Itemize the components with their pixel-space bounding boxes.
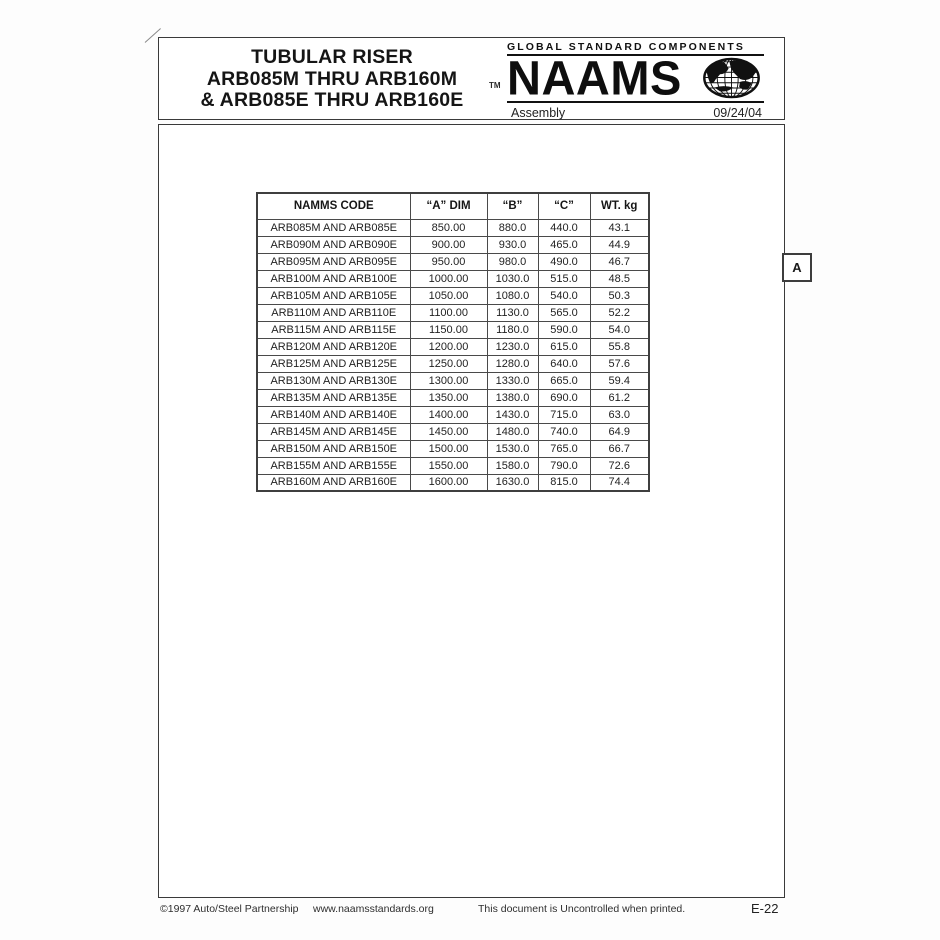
table-header-row bbox=[257, 193, 649, 219]
value-cell: 565.0 bbox=[538, 304, 590, 321]
value-cell: 465.0 bbox=[538, 236, 590, 253]
value-cell: 55.8 bbox=[590, 338, 649, 355]
value-cell: 930.0 bbox=[487, 236, 538, 253]
column-header: NAMMS CODE bbox=[257, 193, 410, 219]
value-cell: 1080.0 bbox=[487, 287, 538, 304]
globe-icon bbox=[701, 56, 762, 100]
code-cell: ARB095M AND ARB095E bbox=[257, 253, 410, 270]
value-cell: 1050.00 bbox=[410, 287, 487, 304]
value-cell: 1500.00 bbox=[410, 440, 487, 457]
code-cell: ARB155M AND ARB155E bbox=[257, 457, 410, 474]
document-body bbox=[158, 124, 785, 898]
value-cell: 440.0 bbox=[538, 219, 590, 236]
code-cell: ARB100M AND ARB100E bbox=[257, 270, 410, 287]
table-row bbox=[257, 406, 649, 423]
value-cell: 1550.00 bbox=[410, 457, 487, 474]
value-cell: 765.0 bbox=[538, 440, 590, 457]
value-cell: 615.0 bbox=[538, 338, 590, 355]
revision-callout-a bbox=[782, 253, 812, 282]
value-cell: 850.00 bbox=[410, 219, 487, 236]
value-cell: 1450.00 bbox=[410, 423, 487, 440]
value-cell: 1580.0 bbox=[487, 457, 538, 474]
document-header bbox=[158, 37, 785, 120]
page-number: E-22 bbox=[751, 901, 779, 916]
code-cell: ARB120M AND ARB120E bbox=[257, 338, 410, 355]
value-cell: 1150.00 bbox=[410, 321, 487, 338]
code-cell: ARB105M AND ARB105E bbox=[257, 287, 410, 304]
table-row bbox=[257, 236, 649, 253]
code-cell: ARB085M AND ARB085E bbox=[257, 219, 410, 236]
code-cell: ARB160M AND ARB160E bbox=[257, 474, 410, 491]
footer-website: www.naamsstandards.org bbox=[313, 903, 434, 915]
brand-row bbox=[507, 50, 764, 105]
value-cell: 665.0 bbox=[538, 372, 590, 389]
table-row bbox=[257, 440, 649, 457]
value-cell: 1600.00 bbox=[410, 474, 487, 491]
brand-tagline: GLOBAL STANDARD COMPONENTS bbox=[507, 41, 764, 56]
title-line-3: & ARB085E THRU ARB160E bbox=[200, 89, 464, 111]
trademark-label: TM bbox=[489, 81, 501, 90]
value-cell: 1230.0 bbox=[487, 338, 538, 355]
naams-logo-block bbox=[507, 41, 764, 120]
value-cell: 540.0 bbox=[538, 287, 590, 304]
code-cell: ARB150M AND ARB150E bbox=[257, 440, 410, 457]
date-label: 09/24/04 bbox=[713, 106, 762, 120]
value-cell: 1250.00 bbox=[410, 355, 487, 372]
table-row bbox=[257, 219, 649, 236]
value-cell: 1130.0 bbox=[487, 304, 538, 321]
value-cell: 64.9 bbox=[590, 423, 649, 440]
value-cell: 1630.0 bbox=[487, 474, 538, 491]
table-row bbox=[257, 338, 649, 355]
table-row bbox=[257, 270, 649, 287]
table-row bbox=[257, 304, 649, 321]
table-row bbox=[257, 423, 649, 440]
code-cell: ARB115M AND ARB115E bbox=[257, 321, 410, 338]
value-cell: 63.0 bbox=[590, 406, 649, 423]
value-cell: 900.00 bbox=[410, 236, 487, 253]
value-cell: 1350.00 bbox=[410, 389, 487, 406]
column-header: WT. kg bbox=[590, 193, 649, 219]
value-cell: 44.9 bbox=[590, 236, 649, 253]
code-cell: ARB140M AND ARB140E bbox=[257, 406, 410, 423]
value-cell: 57.6 bbox=[590, 355, 649, 372]
value-cell: 1530.0 bbox=[487, 440, 538, 457]
value-cell: 1430.0 bbox=[487, 406, 538, 423]
spec-table bbox=[256, 192, 650, 492]
value-cell: 1100.00 bbox=[410, 304, 487, 321]
column-header: “C” bbox=[538, 193, 590, 219]
title-line-2: ARB085M THRU ARB160M bbox=[206, 67, 458, 90]
table-row bbox=[257, 253, 649, 270]
value-cell: 1330.0 bbox=[487, 372, 538, 389]
code-cell: ARB135M AND ARB135E bbox=[257, 389, 410, 406]
value-cell: 1000.00 bbox=[410, 270, 487, 287]
table-body bbox=[257, 219, 649, 491]
value-cell: 490.0 bbox=[538, 253, 590, 270]
page-footer bbox=[0, 903, 940, 923]
value-cell: 590.0 bbox=[538, 321, 590, 338]
value-cell: 880.0 bbox=[487, 219, 538, 236]
page-title bbox=[167, 47, 497, 112]
footer-notice: This document is Uncontrolled when printed. bbox=[478, 903, 686, 915]
table-row bbox=[257, 389, 649, 406]
value-cell: 1180.0 bbox=[487, 321, 538, 338]
value-cell: 59.4 bbox=[590, 372, 649, 389]
table-row bbox=[257, 287, 649, 304]
value-cell: 74.4 bbox=[590, 474, 649, 491]
code-cell: ARB145M AND ARB145E bbox=[257, 423, 410, 440]
value-cell: 950.00 bbox=[410, 253, 487, 270]
value-cell: 54.0 bbox=[590, 321, 649, 338]
value-cell: 715.0 bbox=[538, 406, 590, 423]
value-cell: 515.0 bbox=[538, 270, 590, 287]
value-cell: 1480.0 bbox=[487, 423, 538, 440]
code-cell: ARB110M AND ARB110E bbox=[257, 304, 410, 321]
value-cell: 43.1 bbox=[590, 219, 649, 236]
category-label: Assembly bbox=[511, 106, 566, 120]
value-cell: 1380.0 bbox=[487, 389, 538, 406]
value-cell: 72.6 bbox=[590, 457, 649, 474]
callout-label: A bbox=[792, 260, 802, 275]
value-cell: 815.0 bbox=[538, 474, 590, 491]
table-row bbox=[257, 355, 649, 372]
brand-subheader bbox=[507, 103, 764, 120]
value-cell: 46.7 bbox=[590, 253, 649, 270]
value-cell: 66.7 bbox=[590, 440, 649, 457]
value-cell: 1400.00 bbox=[410, 406, 487, 423]
value-cell: 640.0 bbox=[538, 355, 590, 372]
value-cell: 790.0 bbox=[538, 457, 590, 474]
table-row bbox=[257, 321, 649, 338]
value-cell: 740.0 bbox=[538, 423, 590, 440]
brand-name: NAAMS bbox=[507, 50, 682, 105]
table-row bbox=[257, 474, 649, 491]
value-cell: 48.5 bbox=[590, 270, 649, 287]
column-header: “A” DIM bbox=[410, 193, 487, 219]
value-cell: 1200.00 bbox=[410, 338, 487, 355]
value-cell: 52.2 bbox=[590, 304, 649, 321]
footer-copyright: ©1997 Auto/Steel Partnership bbox=[160, 903, 299, 915]
table-row bbox=[257, 372, 649, 389]
code-cell: ARB090M AND ARB090E bbox=[257, 236, 410, 253]
value-cell: 1300.00 bbox=[410, 372, 487, 389]
value-cell: 980.0 bbox=[487, 253, 538, 270]
value-cell: 690.0 bbox=[538, 389, 590, 406]
column-header: “B” bbox=[487, 193, 538, 219]
value-cell: 1030.0 bbox=[487, 270, 538, 287]
table-row bbox=[257, 457, 649, 474]
code-cell: ARB125M AND ARB125E bbox=[257, 355, 410, 372]
code-cell: ARB130M AND ARB130E bbox=[257, 372, 410, 389]
value-cell: 50.3 bbox=[590, 287, 649, 304]
title-line-1: TUBULAR RISER bbox=[251, 46, 413, 68]
value-cell: 1280.0 bbox=[487, 355, 538, 372]
value-cell: 61.2 bbox=[590, 389, 649, 406]
